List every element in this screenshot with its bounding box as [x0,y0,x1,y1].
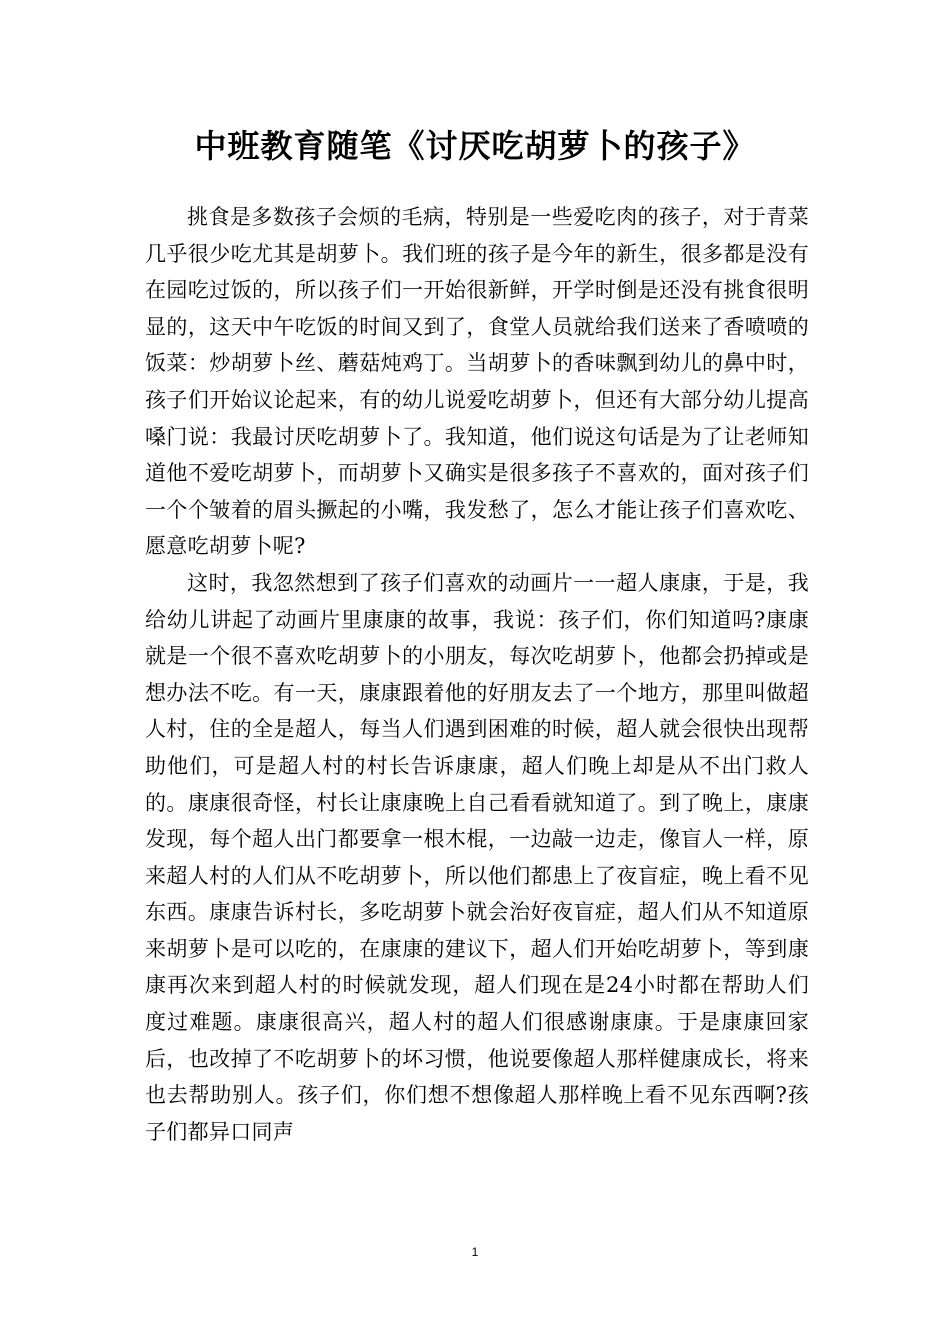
page-number: 1 [471,1245,479,1259]
paragraph-1: 挑食是多数孩子会烦的毛病，特别是一些爱吃肉的孩子，对于青菜几乎很少吃尤其是胡萝卜。我们班的孩子是今年的新生，很多都是没有在园吃过饭的，所以孩子们一开始很新鲜，开学时倒是还没有挑食很明显的，这天中午吃饭的时间又到了，食堂人员就给我们送来了香喷喷的饭菜：炒胡萝卜丝、蘑菇炖鸡丁。当胡萝卜的香味飘到幼儿的鼻中时，孩子们开始议论起来，有的幼儿说爱吃胡萝卜，但还有大部分幼儿提高嗓门说：我最讨厌吃胡萝卜了。我知道，他们说这句话是为了让老师知道他不爱吃胡萝卜，而胡萝卜又确实是很多孩子不喜欢的，面对孩子们一个个皱着的眉头撅起的小嘴，我发愁了，怎么才能让孩子们喜欢吃、愿意吃胡萝卜呢? [145,205,809,559]
document-body [145,199,809,1150]
document-title: 中班教育随笔《讨厌吃胡萝卜的孩子》 [194,127,756,165]
paragraph-2: 这时，我忽然想到了孩子们喜欢的动画片一一超人康康，于是，我给幼儿讲起了动画片里康康的故事，我说：孩子们，你们知道吗?康康就是一个很不喜欢吃胡萝卜的小朋友，每次吃胡萝卜，他都会扔掉或是想办法不吃。有一天，康康跟着他的好朋友去了一个地方，那里叫做超人村，住的全是超人，每当人们遇到困难的时候，超人就会很快出现帮助他们，可是超人村的村长告诉康康，超人们晚上却是从不出门救人的。康康很奇怪，村长让康康晚上自己看看就知道了。到了晚上，康康发现，每个超人出门都要拿一根木棍，一边敲一边走，像盲人一样，原来超人村的人们从不吃胡萝卜，所以他们都患上了夜盲症，晚上看不见东西。康康告诉村长，多吃胡萝卜就会治好夜盲症，超人们从不知道原来胡萝卜是可以吃的，在康康的建议下，超人们开始吃胡萝卜，等到康康再次来到超人村的时候就发现，超人们现在是24小时都在帮助人们度过难题。康康很高兴，超人村的超人们很感谢康康。于是康康回家后，也改掉了不吃胡萝卜的坏习惯，他说要像超人那样健康成长，将来也去帮助别人。孩子们，你们想不想像超人那样晚上看不见东西啊?孩子们都异口同声 [145,570,809,1144]
